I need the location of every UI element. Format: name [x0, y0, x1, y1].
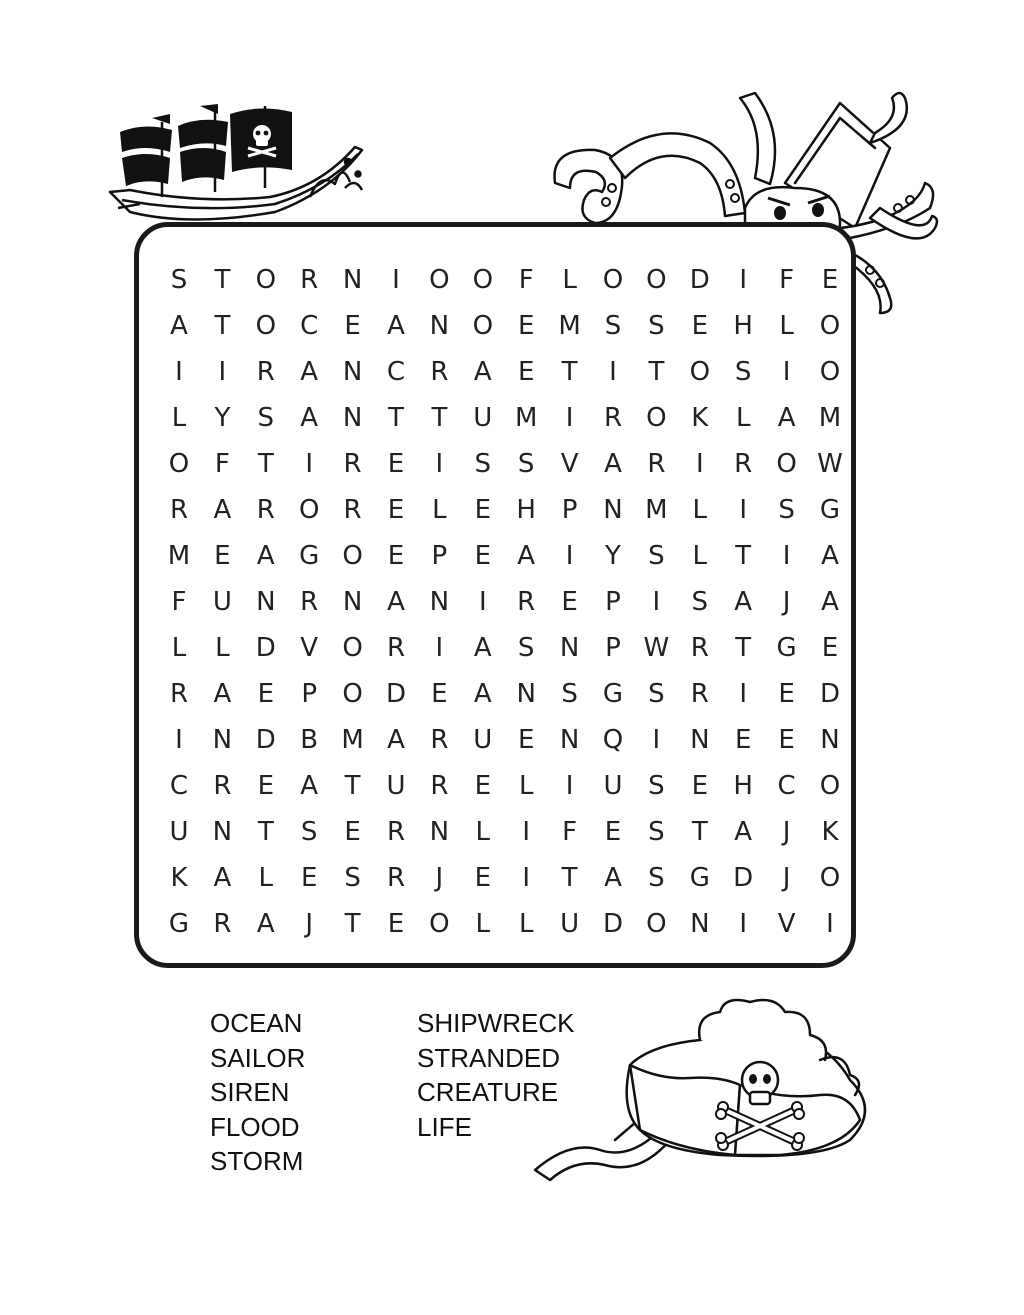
- grid-row: [139, 855, 851, 901]
- grid-letter: O: [429, 909, 450, 939]
- grid-letter: C: [386, 357, 406, 387]
- grid-letter: T: [691, 817, 708, 847]
- grid-letter: N: [342, 265, 363, 295]
- grid-letter: E: [517, 357, 535, 387]
- grid-letter: P: [301, 679, 318, 709]
- grid-letter: A: [473, 357, 492, 387]
- grid-letter: R: [386, 817, 406, 847]
- word-item: STORM: [210, 1146, 304, 1176]
- grid-letter: E: [214, 541, 231, 571]
- grid-letter: A: [387, 725, 405, 755]
- grid-letter: M: [341, 725, 364, 755]
- grid-letter: N: [429, 311, 450, 341]
- grid-letter: D: [733, 863, 754, 893]
- grid-letter: E: [821, 265, 839, 295]
- grid-letter: K: [170, 863, 188, 893]
- grid-letter: D: [689, 265, 710, 295]
- grid-letter: T: [388, 403, 404, 433]
- grid-letter: G: [819, 495, 841, 525]
- grid-letter: O: [472, 265, 494, 295]
- grid-letter: L: [562, 265, 577, 295]
- grid-letter: S: [474, 449, 492, 479]
- grid-letter: L: [735, 403, 751, 433]
- grid-letter: I: [652, 725, 661, 755]
- grid-letter: E: [300, 863, 318, 893]
- grid-letter: O: [646, 265, 667, 295]
- grid-letter: I: [695, 449, 704, 479]
- grid-letter: A: [256, 909, 275, 939]
- grid-letter: S: [561, 679, 578, 709]
- grid-row: [139, 303, 851, 349]
- grid-letter: F: [518, 265, 534, 295]
- grid-letter: M: [818, 403, 842, 433]
- grid-letter: A: [300, 771, 319, 801]
- grid-letter: I: [565, 403, 574, 433]
- grid-letter: I: [739, 265, 748, 295]
- grid-letter: T: [735, 541, 752, 571]
- grid-letter: E: [344, 311, 361, 341]
- grid-letter: S: [648, 863, 665, 893]
- grid-letter: I: [652, 587, 661, 617]
- word-item: SHIPWRECK: [417, 1008, 575, 1038]
- grid-letter: I: [175, 725, 183, 755]
- grid-letter: U: [473, 725, 493, 755]
- grid-letter: C: [169, 771, 189, 801]
- word-item: OCEAN: [210, 1008, 303, 1038]
- grid-letter: I: [565, 771, 574, 801]
- grid-letter: I: [609, 357, 617, 387]
- pirate-ship-icon: [100, 92, 380, 232]
- grid-letter: S: [300, 817, 318, 847]
- grid-letter: E: [778, 725, 795, 755]
- grid-letter: J: [435, 863, 444, 893]
- grid-letter: A: [300, 403, 319, 433]
- grid-letter: V: [300, 633, 319, 663]
- grid-letter: O: [342, 679, 363, 709]
- grid-letter: R: [430, 771, 449, 801]
- word-item: CREATURE: [417, 1077, 559, 1107]
- grid-letter: A: [604, 449, 622, 479]
- grid-row: [139, 441, 851, 487]
- grid-letter: A: [777, 403, 796, 433]
- grid-letter: L: [518, 771, 534, 801]
- word-item: SAILOR: [210, 1042, 306, 1073]
- grid-letter: E: [778, 679, 795, 709]
- grid-row: [139, 257, 851, 303]
- grid-letter: R: [300, 587, 319, 617]
- grid-letter: L: [171, 633, 187, 663]
- grid-letter: P: [605, 633, 621, 663]
- grid-letter: T: [431, 403, 448, 433]
- grid-letter: E: [691, 311, 709, 341]
- grid-row: [139, 625, 851, 671]
- grid-letter: O: [819, 357, 841, 387]
- grid-letter: S: [778, 495, 795, 525]
- grid-letter: J: [782, 587, 791, 617]
- grid-letter: H: [733, 771, 753, 801]
- grid-letter: R: [603, 403, 623, 433]
- grid-letter: F: [171, 587, 187, 617]
- grid-letter: I: [739, 909, 748, 939]
- grid-letter: S: [691, 587, 709, 617]
- grid-letter: G: [168, 909, 190, 939]
- grid-letter: E: [821, 633, 839, 663]
- grid-letter: S: [344, 863, 361, 893]
- grid-letter: R: [213, 771, 232, 801]
- grid-letter: N: [429, 817, 450, 847]
- grid-letter: K: [691, 403, 709, 433]
- grid-letter: U: [560, 909, 580, 939]
- grid-letter: N: [342, 403, 363, 433]
- grid-letter: R: [430, 357, 449, 387]
- grid-letter: S: [257, 403, 275, 433]
- grid-row: [139, 579, 851, 625]
- grid-letter: A: [256, 541, 275, 571]
- grid-letter: O: [819, 771, 841, 801]
- grid-letter: Q: [602, 725, 624, 755]
- grid-letter: T: [735, 633, 752, 663]
- grid-letter: O: [168, 449, 190, 479]
- grid-letter: R: [386, 863, 406, 893]
- grid-letter: M: [167, 541, 191, 571]
- grid-letter: R: [690, 679, 709, 709]
- grid-letter: N: [212, 725, 233, 755]
- grid-letter: E: [344, 817, 361, 847]
- grid-letter: E: [387, 909, 405, 939]
- grid-letter: U: [473, 403, 493, 433]
- grid-letter: C: [777, 771, 796, 801]
- grid-letter: M: [558, 311, 581, 341]
- grid-row: [139, 717, 851, 763]
- grid-letter: A: [387, 587, 405, 617]
- grid-letter: L: [692, 495, 708, 525]
- grid-letter: S: [517, 633, 535, 663]
- grid-letter: A: [300, 357, 319, 387]
- grid-letter: N: [212, 817, 233, 847]
- grid-letter: E: [387, 541, 405, 571]
- grid-letter: T: [561, 863, 578, 893]
- grid-letter: R: [169, 679, 189, 709]
- grid-letter: R: [343, 449, 362, 479]
- grid-letter: D: [385, 679, 407, 709]
- grid-letter: P: [605, 587, 621, 617]
- grid-letter: A: [604, 863, 622, 893]
- grid-letter: N: [690, 725, 710, 755]
- grid-letter: E: [474, 541, 492, 571]
- grid-letter: L: [475, 909, 491, 939]
- grid-letter: U: [212, 587, 232, 617]
- grid-letter: T: [648, 357, 665, 387]
- grid-letter: I: [175, 357, 183, 387]
- word-search-grid: [134, 222, 856, 968]
- grid-letter: E: [561, 587, 578, 617]
- word-item: SIREN: [210, 1077, 290, 1107]
- grid-letter: I: [392, 265, 400, 295]
- grid-letter: T: [257, 817, 274, 847]
- grid-letter: G: [776, 633, 797, 663]
- grid-letter: A: [517, 541, 536, 571]
- grid-letter: S: [734, 357, 752, 387]
- grid-letter: I: [435, 633, 444, 663]
- grid-letter: E: [474, 495, 492, 525]
- grid-letter: N: [516, 679, 536, 709]
- grid-letter: R: [430, 725, 449, 755]
- grid-letter: T: [344, 909, 361, 939]
- grid-letter: N: [342, 587, 363, 617]
- grid-letter: A: [170, 311, 188, 341]
- grid-letter: L: [518, 909, 534, 939]
- grid-letter: E: [604, 817, 622, 847]
- grid-letter: A: [821, 587, 839, 617]
- grid-letter: F: [214, 449, 230, 479]
- grid-row: [139, 487, 851, 533]
- grid-row: [139, 763, 851, 809]
- grid-letter: D: [255, 725, 276, 755]
- grid-letter: O: [602, 265, 624, 295]
- letter-grid: [139, 227, 851, 963]
- grid-letter: G: [602, 679, 624, 709]
- grid-row: [139, 809, 851, 855]
- grid-letter: R: [343, 495, 362, 525]
- grid-letter: J: [782, 863, 791, 893]
- grid-letter: U: [386, 771, 406, 801]
- grid-letter: P: [561, 495, 578, 525]
- grid-letter: L: [432, 495, 447, 525]
- grid-letter: T: [214, 311, 231, 341]
- grid-letter: A: [387, 311, 405, 341]
- grid-letter: F: [562, 817, 578, 847]
- grid-letter: N: [256, 587, 276, 617]
- grid-letter: A: [213, 863, 232, 893]
- grid-letter: E: [257, 679, 275, 709]
- grid-letter: T: [344, 771, 361, 801]
- grid-letter: O: [255, 311, 277, 341]
- grid-letter: R: [169, 495, 189, 525]
- grid-row: [139, 395, 851, 441]
- grid-row: [139, 671, 851, 717]
- grid-letter: O: [342, 541, 363, 571]
- grid-letter: R: [256, 357, 275, 387]
- grid-letter: O: [689, 357, 711, 387]
- grid-letter: L: [475, 817, 491, 847]
- grid-letter: Y: [214, 403, 231, 433]
- grid-letter: B: [300, 725, 319, 755]
- grid-letter: T: [214, 265, 231, 295]
- grid-letter: I: [522, 817, 531, 847]
- grid-letter: A: [213, 679, 232, 709]
- grid-letter: P: [431, 541, 448, 571]
- grid-letter: S: [648, 679, 665, 709]
- word-item: STRANDED: [417, 1042, 561, 1073]
- grid-letter: R: [517, 587, 536, 617]
- grid-letter: G: [689, 863, 710, 893]
- grid-letter: S: [604, 311, 622, 341]
- grid-letter: N: [690, 909, 710, 939]
- grid-letter: S: [170, 265, 188, 295]
- grid-letter: O: [298, 495, 320, 525]
- grid-letter: F: [779, 265, 795, 295]
- grid-letter: A: [734, 587, 753, 617]
- grid-letter: W: [643, 633, 670, 663]
- pirate-hat-icon: [520, 990, 900, 1205]
- grid-letter: I: [565, 541, 574, 571]
- grid-letter: W: [817, 449, 843, 479]
- grid-letter: N: [342, 357, 363, 387]
- grid-letter: J: [782, 817, 791, 847]
- grid-letter: E: [517, 725, 535, 755]
- grid-letter: I: [739, 679, 748, 709]
- grid-letter: E: [474, 771, 492, 801]
- grid-letter: N: [429, 587, 450, 617]
- grid-letter: O: [472, 311, 494, 341]
- grid-letter: T: [257, 449, 274, 479]
- grid-letter: E: [691, 771, 709, 801]
- word-item: LIFE: [417, 1111, 472, 1142]
- grid-letter: E: [387, 495, 405, 525]
- grid-row: [139, 349, 851, 395]
- grid-letter: I: [435, 449, 444, 479]
- grid-letter: O: [646, 403, 667, 433]
- grid-letter: D: [255, 633, 276, 663]
- grid-letter: K: [821, 817, 839, 847]
- grid-letter: O: [429, 265, 450, 295]
- grid-letter: O: [646, 909, 667, 939]
- grid-letter: M: [645, 495, 668, 525]
- grid-letter: I: [826, 909, 834, 939]
- grid-letter: I: [782, 357, 791, 387]
- grid-letter: L: [692, 541, 708, 571]
- grid-letter: C: [300, 311, 319, 341]
- grid-letter: R: [300, 265, 319, 295]
- grid-letter: N: [559, 725, 580, 755]
- grid-letter: V: [560, 449, 579, 479]
- grid-letter: O: [819, 311, 841, 341]
- grid-letter: T: [561, 357, 578, 387]
- grid-letter: S: [648, 771, 665, 801]
- grid-letter: U: [169, 817, 189, 847]
- grid-letter: I: [522, 863, 531, 893]
- grid-letter: R: [386, 633, 406, 663]
- grid-letter: E: [734, 725, 752, 755]
- grid-letter: L: [171, 403, 187, 433]
- grid-letter: N: [820, 725, 840, 755]
- grid-letter: M: [514, 403, 538, 433]
- grid-row: [139, 533, 851, 579]
- grid-letter: A: [213, 495, 232, 525]
- grid-letter: R: [734, 449, 753, 479]
- grid-letter: R: [647, 449, 666, 479]
- grid-letter: A: [473, 679, 492, 709]
- grid-letter: A: [821, 541, 839, 571]
- grid-letter: S: [648, 311, 665, 341]
- grid-letter: D: [602, 909, 624, 939]
- grid-letter: E: [517, 311, 535, 341]
- grid-letter: L: [258, 863, 274, 893]
- grid-letter: S: [648, 817, 665, 847]
- grid-letter: Y: [605, 541, 621, 571]
- grid-letter: E: [474, 863, 492, 893]
- grid-letter: E: [431, 679, 448, 709]
- grid-letter: L: [215, 633, 230, 663]
- grid-letter: L: [779, 311, 794, 341]
- grid-letter: A: [734, 817, 753, 847]
- grid-row: [139, 901, 851, 947]
- grid-letter: H: [516, 495, 536, 525]
- grid-letter: O: [342, 633, 363, 663]
- grid-letter: R: [256, 495, 275, 525]
- grid-letter: I: [305, 449, 314, 479]
- grid-letter: A: [473, 633, 492, 663]
- grid-letter: I: [478, 587, 487, 617]
- word-item: FLOOD: [210, 1111, 300, 1142]
- grid-letter: I: [218, 357, 227, 387]
- grid-letter: I: [739, 495, 748, 525]
- grid-letter: N: [603, 495, 623, 525]
- grid-letter: R: [690, 633, 709, 663]
- grid-letter: S: [517, 449, 535, 479]
- grid-letter: E: [387, 449, 405, 479]
- grid-letter: R: [213, 909, 232, 939]
- grid-letter: O: [255, 265, 277, 295]
- grid-letter: N: [559, 633, 580, 663]
- word-list-left-column: [210, 1006, 305, 1179]
- grid-letter: H: [733, 311, 753, 341]
- grid-letter: U: [603, 771, 623, 801]
- grid-letter: V: [777, 909, 796, 939]
- grid-letter: O: [819, 863, 841, 893]
- grid-letter: G: [299, 541, 320, 571]
- grid-letter: J: [305, 909, 314, 939]
- grid-letter: I: [782, 541, 791, 571]
- grid-letter: D: [819, 679, 841, 709]
- grid-letter: O: [776, 449, 797, 479]
- grid-letter: S: [648, 541, 665, 571]
- grid-letter: E: [257, 771, 275, 801]
